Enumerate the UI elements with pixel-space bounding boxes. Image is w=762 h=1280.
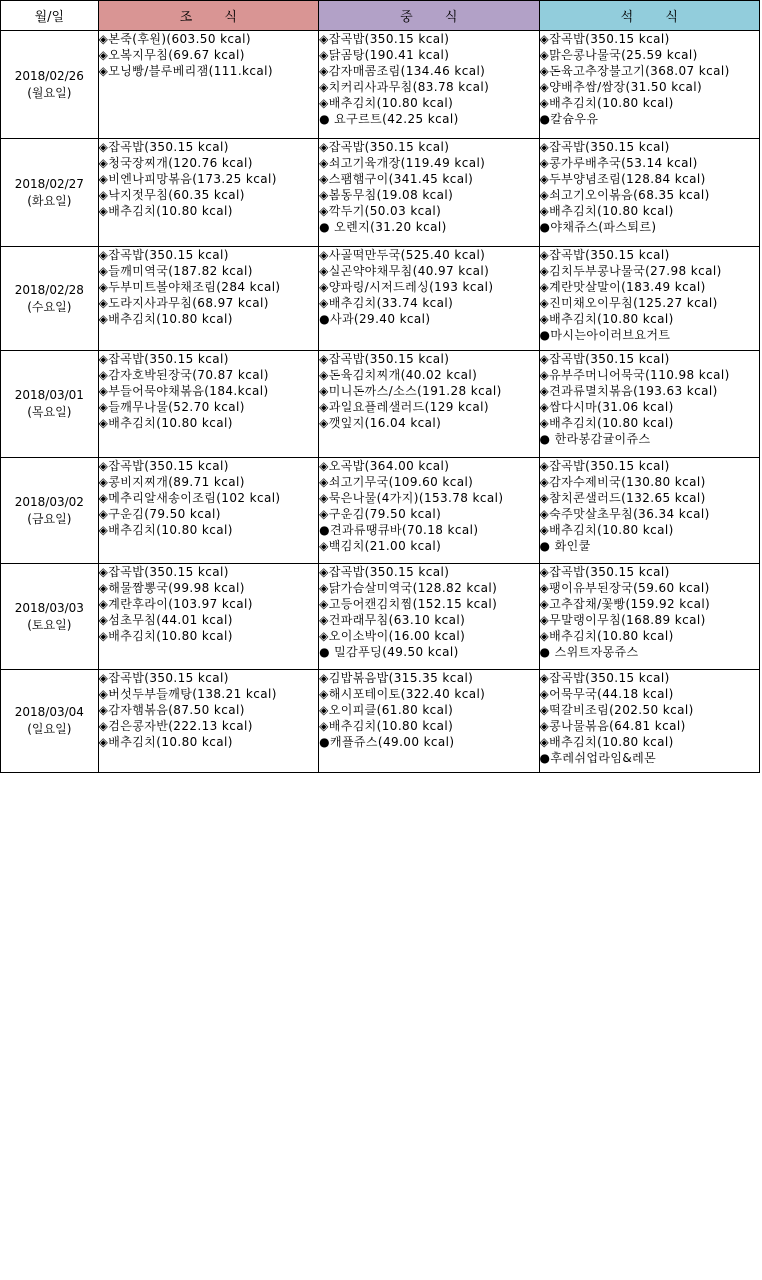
weekday-text: (수요일) — [27, 299, 72, 314]
menu-item: ◈참치콘샐러드(132.65 kcal) — [539, 491, 706, 505]
table-row — [1, 670, 760, 773]
table-header-row — [1, 1, 760, 31]
menu-item: ◈배추김치(10.80 kcal) — [319, 96, 454, 110]
menu-item: ●사과(29.40 kcal) — [319, 312, 431, 326]
weekday-text: (금요일) — [27, 511, 72, 526]
menu-item: ◈배추김치(10.80 kcal) — [539, 312, 674, 326]
table-row — [1, 139, 760, 247]
menu-item: ◈쌈다시마(31.06 kcal) — [539, 400, 674, 414]
table-row — [1, 247, 760, 351]
menu-item: ◈닭가슴살미역국(128.82 kcal) — [319, 581, 498, 595]
menu-item: ◈떡갈비조림(202.50 kcal) — [539, 703, 694, 717]
menu-item: ◈건파래무침(63.10 kcal) — [319, 613, 466, 627]
menu-item: ◈콩가루배추국(53.14 kcal) — [539, 156, 698, 170]
lunch-cell — [319, 351, 539, 458]
menu-item: ◈깍두기(50.03 kcal) — [319, 204, 442, 218]
menu-item: ◈잡곡밥(350.15 kcal) — [539, 352, 670, 366]
lunch-header-label: 중 식 — [400, 10, 472, 25]
menu-item: ◈잡곡밥(350.15 kcal) — [98, 565, 229, 579]
date-cell — [1, 139, 99, 247]
lunch-cell — [319, 31, 539, 139]
menu-item: ◈메추리알새송이조림(102 kcal) — [98, 491, 281, 505]
menu-item: ◈깻잎지(16.04 kcal) — [319, 416, 442, 430]
menu-item: ◈잡곡밥(350.15 kcal) — [539, 671, 670, 685]
menu-item: ●야채쥬스(파스퇴르) — [539, 220, 657, 234]
menu-item: ◈두부미트볼야채조림(284 kcal) — [98, 280, 281, 294]
menu-item: ◈버섯두부들깨탕(138.21 kcal) — [98, 687, 277, 701]
date-column-header: 월/일 — [1, 1, 99, 31]
menu-item: ◈두부양념조림(128.84 kcal) — [539, 172, 706, 186]
menu-item: ◈배추김치(10.80 kcal) — [98, 416, 233, 430]
menu-item: ◈팽이유부된장국(59.60 kcal) — [539, 581, 710, 595]
breakfast-cell — [98, 247, 318, 351]
menu-item: ◈들깨무나물(52.70 kcal) — [98, 400, 245, 414]
dinner-cell — [539, 670, 759, 773]
menu-item: ◈잡곡밥(350.15 kcal) — [319, 565, 450, 579]
dinner-header-label: 석 식 — [620, 10, 692, 25]
menu-item: ◈잡곡밥(350.15 kcal) — [539, 32, 670, 46]
menu-item: ◈감자호박된장국(70.87 kcal) — [98, 368, 269, 382]
menu-item: ◈실곤약야채무침(40.97 kcal) — [319, 264, 490, 278]
menu-item: ◈고추잡채/꽃빵(159.92 kcal) — [539, 597, 711, 611]
menu-item: ◈김밥볶음밥(315.35 kcal) — [319, 671, 474, 685]
menu-item: ◈묵은나물(4가지)(153.78 kcal) — [319, 491, 504, 505]
dinner-cell — [539, 31, 759, 139]
menu-item: ◈견과류멸치볶음(193.63 kcal) — [539, 384, 718, 398]
menu-item: ◈잡곡밥(350.15 kcal) — [98, 352, 229, 366]
menu-item: ◈과일요플레샐러드(129 kcal) — [319, 400, 489, 414]
weekday-text: (월요일) — [27, 85, 72, 100]
dinner-column-header — [539, 1, 759, 31]
dinner-cell — [539, 139, 759, 247]
menu-item: ◈청국장찌개(120.76 kcal) — [98, 156, 253, 170]
menu-item: ◈배추김치(10.80 kcal) — [539, 523, 674, 537]
dinner-cell — [539, 351, 759, 458]
menu-item: ● 요구르트(42.25 kcal) — [319, 112, 459, 126]
menu-item: ◈배추김치(10.80 kcal) — [539, 204, 674, 218]
table-row — [1, 564, 760, 670]
date-cell — [1, 458, 99, 564]
menu-item: ◈계란맛살말이(183.49 kcal) — [539, 280, 706, 294]
menu-item: ◈스팸햄구이(341.45 kcal) — [319, 172, 474, 186]
menu-item: ◈배추김치(10.80 kcal) — [98, 523, 233, 537]
date-cell — [1, 670, 99, 773]
table-row — [1, 458, 760, 564]
menu-item: ◈쇠고기오이볶음(68.35 kcal) — [539, 188, 710, 202]
date-text: 2018/03/03 — [14, 600, 84, 615]
date-text: 2018/03/04 — [14, 705, 84, 719]
menu-item: ◈봄동무침(19.08 kcal) — [319, 188, 454, 202]
menu-item: ◈배추김치(10.80 kcal) — [319, 719, 454, 733]
menu-item: ◈어묵무국(44.18 kcal) — [539, 687, 674, 701]
menu-item: ◈감자수제비국(130.80 kcal) — [539, 475, 706, 489]
menu-item: ◈김치두부콩나물국(27.98 kcal) — [539, 264, 722, 278]
menu-item: ◈배추김치(10.80 kcal) — [539, 416, 674, 430]
menu-item: ◈본죽(후원)(603.50 kcal) — [98, 32, 252, 46]
menu-item: ◈쇠고기무국(109.60 kcal) — [319, 475, 474, 489]
menu-item: ● 한라봉감귤이쥬스 — [539, 432, 651, 446]
menu-item: ◈배추김치(10.80 kcal) — [539, 96, 674, 110]
menu-item: ◈콩나물볶음(64.81 kcal) — [539, 719, 686, 733]
date-text: 2018/03/02 — [14, 494, 84, 509]
menu-item: ●후레쉬업라임&레몬 — [539, 751, 657, 765]
menu-item: ◈치커리사과무침(83.78 kcal) — [319, 80, 490, 94]
weekday-text: (토요일) — [27, 617, 72, 632]
menu-item: ◈잡곡밥(350.15 kcal) — [98, 140, 229, 154]
date-text: 2018/02/28 — [14, 282, 84, 297]
menu-item: ◈계란후라이(103.97 kcal) — [98, 597, 253, 611]
date-cell — [1, 31, 99, 139]
breakfast-cell — [98, 139, 318, 247]
menu-item: ◈진미채오이무침(125.27 kcal) — [539, 296, 718, 310]
menu-item: ◈양배추쌈/쌈장(31.50 kcal) — [539, 80, 703, 94]
breakfast-header-label: 조 식 — [179, 10, 251, 25]
menu-item: ◈양파링/시저드레싱(193 kcal) — [319, 280, 494, 294]
menu-item: ◈해물짬뽕국(99.98 kcal) — [98, 581, 245, 595]
menu-item: ◈배추김치(10.80 kcal) — [98, 204, 233, 218]
menu-item: ◈유부주머니어묵국(110.98 kcal) — [539, 368, 730, 382]
date-text: 2018/02/26 — [14, 68, 84, 83]
menu-item: ◈도라지사과무침(68.97 kcal) — [98, 296, 269, 310]
breakfast-cell — [98, 564, 318, 670]
menu-item: ◈돈육고추장불고기(368.07 kcal) — [539, 64, 730, 78]
menu-item: ◈쇠고기육개장(119.49 kcal) — [319, 156, 486, 170]
menu-item: ◈백김치(21.00 kcal) — [319, 539, 442, 553]
date-text: 2018/02/27 — [14, 176, 84, 191]
menu-item: ◈해시포테이토(322.40 kcal) — [319, 687, 486, 701]
menu-item: ●캐플쥬스(49.00 kcal) — [319, 735, 455, 749]
weekday-text: (목요일) — [27, 405, 72, 419]
menu-item: ◈잡곡밥(350.15 kcal) — [539, 248, 670, 262]
lunch-cell — [319, 458, 539, 564]
lunch-cell — [319, 564, 539, 670]
breakfast-cell — [98, 351, 318, 458]
lunch-cell — [319, 139, 539, 247]
breakfast-cell — [98, 31, 318, 139]
menu-item: ◈구운김(79.50 kcal) — [98, 507, 221, 521]
menu-item: ◈오이소박이(16.00 kcal) — [319, 629, 466, 643]
menu-item: ◈잡곡밥(350.15 kcal) — [98, 248, 229, 262]
dinner-cell — [539, 247, 759, 351]
menu-item: ● 밀감푸딩(49.50 kcal) — [319, 645, 459, 659]
menu-item: ◈비엔나피망볶음(173.25 kcal) — [98, 172, 277, 186]
date-cell — [1, 351, 99, 458]
menu-item: ◈오복지무침(69.67 kcal) — [98, 48, 245, 62]
menu-item: ◈무말랭이무침(168.89 kcal) — [539, 613, 706, 627]
menu-item: ◈미니돈까스/소스(191.28 kcal) — [319, 384, 502, 398]
menu-item: ◈오곡밥(364.00 kcal) — [319, 459, 450, 473]
menu-item: ◈잡곡밥(350.15 kcal) — [98, 671, 229, 685]
menu-item: ◈잡곡밥(350.15 kcal) — [539, 565, 670, 579]
table-row — [1, 351, 760, 458]
menu-item: ◈낙지젓무침(60.35 kcal) — [98, 188, 245, 202]
menu-item: ◈배추김치(10.80 kcal) — [539, 629, 674, 643]
menu-item: ●칼슘우유 — [539, 112, 599, 126]
menu-item: ◈배추김치(10.80 kcal) — [98, 629, 233, 643]
menu-item: ◈배추김치(33.74 kcal) — [319, 296, 454, 310]
menu-item: ◈콩비지찌개(89.71 kcal) — [98, 475, 245, 489]
menu-item: ◈배추김치(10.80 kcal) — [98, 735, 233, 749]
menu-item: ◈섬초무침(44.01 kcal) — [98, 613, 233, 627]
dinner-cell — [539, 458, 759, 564]
menu-item: ◈구운김(79.50 kcal) — [319, 507, 442, 521]
menu-item: ◈검은콩자반(222.13 kcal) — [98, 719, 253, 733]
menu-item: ◈숙주맛살초무침(36.34 kcal) — [539, 507, 710, 521]
breakfast-cell — [98, 458, 318, 564]
date-text: 2018/03/01 — [14, 388, 84, 402]
weekday-text: (화요일) — [27, 193, 72, 208]
menu-item: ◈맑은콩나물국(25.59 kcal) — [539, 48, 698, 62]
menu-item: ◈부들어묵야채볶음(184.kcal) — [98, 384, 269, 398]
menu-item: ◈잡곡밥(350.15 kcal) — [539, 459, 670, 473]
menu-item: ◈잡곡밥(350.15 kcal) — [319, 352, 450, 366]
table-body — [1, 31, 760, 773]
menu-item: ◈잡곡밥(350.15 kcal) — [319, 32, 450, 46]
breakfast-column-header — [98, 1, 318, 31]
date-cell — [1, 247, 99, 351]
menu-item: ◈잡곡밥(350.15 kcal) — [539, 140, 670, 154]
menu-item: ◈돈육김치찌개(40.02 kcal) — [319, 368, 478, 382]
menu-item: ◈오이피클(61.80 kcal) — [319, 703, 454, 717]
table-row — [1, 31, 760, 139]
menu-item: ●견과류땡큐바(70.18 kcal) — [319, 523, 479, 537]
menu-item: ◈감자햄볶음(87.50 kcal) — [98, 703, 245, 717]
menu-item: ● 오렌지(31.20 kcal) — [319, 220, 447, 234]
lunch-cell — [319, 247, 539, 351]
date-cell — [1, 564, 99, 670]
lunch-cell — [319, 670, 539, 773]
menu-item: ◈고등어캔김치찜(152.15 kcal) — [319, 597, 498, 611]
menu-item: ◈배추김치(10.80 kcal) — [539, 735, 674, 749]
menu-item: ●마시는아이러브요거트 — [539, 328, 671, 342]
menu-item: ◈잡곡밥(350.15 kcal) — [319, 140, 450, 154]
menu-item: ◈잡곡밥(350.15 kcal) — [98, 459, 229, 473]
menu-item: ◈닭곰탕(190.41 kcal) — [319, 48, 450, 62]
menu-item: ◈모닝빵/블루베리잼(111.kcal) — [98, 64, 273, 78]
menu-item: ◈배추김치(10.80 kcal) — [98, 312, 233, 326]
menu-item: ◈사골떡만두국(525.40 kcal) — [319, 248, 486, 262]
weekday-text: (일요일) — [27, 722, 72, 736]
dinner-cell — [539, 564, 759, 670]
menu-item: ◈감자매콤조림(134.46 kcal) — [319, 64, 486, 78]
menu-item: ◈들깨미역국(187.82 kcal) — [98, 264, 253, 278]
menu-item: ● 화인쿨 — [539, 539, 591, 553]
breakfast-cell — [98, 670, 318, 773]
menu-item: ● 스위트자몽쥬스 — [539, 645, 639, 659]
lunch-column-header — [319, 1, 539, 31]
